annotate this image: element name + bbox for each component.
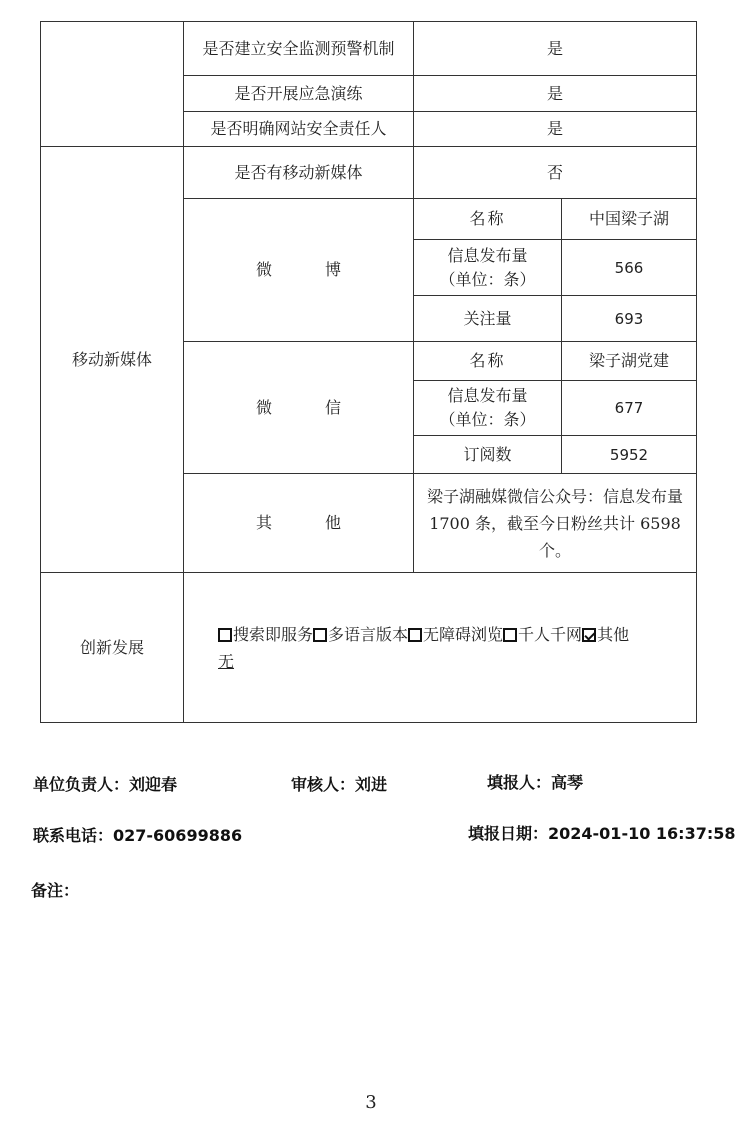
checkbox-multilingual[interactable] bbox=[313, 628, 327, 642]
checkbox-search-service[interactable] bbox=[218, 628, 232, 642]
checkbox-personalized[interactable] bbox=[503, 628, 517, 642]
security-left-cell bbox=[40, 21, 184, 147]
reviewer: 审核人：刘进 bbox=[291, 775, 388, 794]
weibo-follow-value: 693 bbox=[561, 295, 697, 342]
weibo-posts-value: 566 bbox=[561, 239, 697, 296]
wechat-sub-label: 订阅数 bbox=[413, 435, 562, 474]
page-number: 3 bbox=[365, 1092, 377, 1113]
mobile-has-value: 否 bbox=[413, 146, 697, 199]
security-monitor-label: 是否建立安全监测预警机制 bbox=[183, 21, 414, 76]
wechat-name-value: 梁子湖党建 bbox=[561, 341, 697, 381]
innovation-label: 创新发展 bbox=[40, 572, 184, 723]
checkbox-other-checked[interactable] bbox=[582, 628, 596, 642]
filler: 填报人：高琴 bbox=[487, 773, 584, 792]
weibo-label: 微 博 bbox=[183, 198, 414, 342]
fill-date: 填报日期：2024-01-10 16:37:58 bbox=[468, 824, 736, 843]
weibo-follow-label: 关注量 bbox=[413, 295, 562, 342]
option-search-service[interactable]: 搜索即服务 bbox=[218, 625, 313, 644]
security-owner-label: 是否明确网站安全责任人 bbox=[183, 111, 414, 147]
checkbox-accessibility[interactable] bbox=[408, 628, 422, 642]
option-accessibility[interactable]: 无障碍浏览 bbox=[408, 625, 503, 644]
wechat-posts-label: 信息发布量（单位：条） bbox=[413, 380, 562, 436]
innovation-other-text: 无 bbox=[218, 652, 235, 671]
security-drill-label: 是否开展应急演练 bbox=[183, 75, 414, 112]
option-multilingual[interactable]: 多语言版本 bbox=[313, 625, 408, 644]
mobile-section-label: 移动新媒体 bbox=[40, 146, 184, 573]
other-label: 其 他 bbox=[183, 473, 414, 573]
security-drill-value: 是 bbox=[413, 75, 697, 112]
unit-head: 单位负责人：刘迎春 bbox=[33, 775, 178, 794]
option-other[interactable]: 其他 bbox=[582, 625, 629, 644]
weibo-name-value: 中国梁子湖 bbox=[561, 198, 697, 240]
security-owner-value: 是 bbox=[413, 111, 697, 147]
weibo-posts-label: 信息发布量（单位：条） bbox=[413, 239, 562, 296]
wechat-name-label: 名称 bbox=[413, 341, 562, 381]
other-text: 梁子湖融媒微信公众号：信息发布量 1700 条，截至今日粉丝共计 6598 个。 bbox=[413, 473, 697, 573]
wechat-posts-value: 677 bbox=[561, 380, 697, 436]
weibo-name-label: 名称 bbox=[413, 198, 562, 240]
option-personalized[interactable]: 千人千网 bbox=[503, 625, 582, 644]
mobile-has-label: 是否有移动新媒体 bbox=[183, 146, 414, 199]
innovation-options bbox=[218, 621, 696, 675]
wechat-label: 微 信 bbox=[183, 341, 414, 474]
remark: 备注： bbox=[31, 881, 80, 900]
security-monitor-value: 是 bbox=[413, 21, 697, 76]
contact-phone: 联系电话：027-60699886 bbox=[33, 826, 243, 845]
wechat-sub-value: 5952 bbox=[561, 435, 697, 474]
